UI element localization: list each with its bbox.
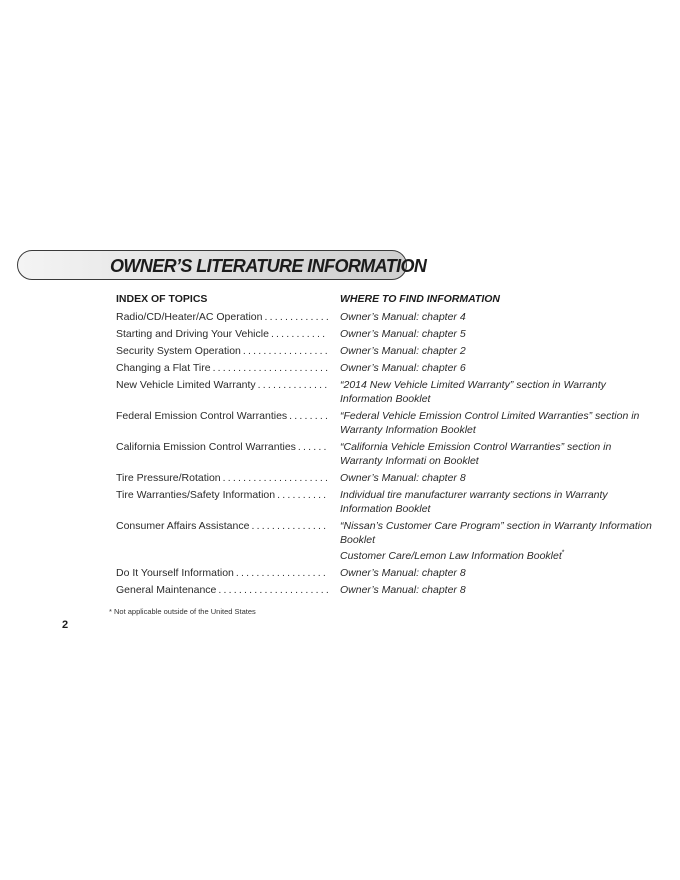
footnote-mark: * [561, 549, 565, 557]
info-text: Individual tire manufacturer warranty sections in Warranty Information Booklet [340, 489, 608, 515]
topic-label: Federal Emission Control Warranties [116, 410, 288, 422]
topic-label: General Maintenance [116, 584, 217, 596]
dot-leader [216, 583, 328, 597]
dot-leader [241, 344, 328, 358]
topics-table [116, 293, 656, 600]
dot-leader [249, 519, 328, 533]
dot-leader [296, 440, 328, 454]
table-row [116, 361, 656, 375]
table-row [116, 440, 656, 468]
info-extra-text: Customer Care/Lemon Law Information Booklet [340, 550, 562, 562]
dot-leader [211, 361, 328, 375]
table-row [116, 344, 656, 358]
info-text: Owner’s Manual: chapter 8 [340, 567, 466, 579]
header-index-of-topics: INDEX OF TOPICS [116, 293, 208, 305]
dot-leader [221, 471, 328, 485]
info-text: Owner’s Manual: chapter 8 [340, 472, 466, 484]
topic-label: Do It Yourself Information [116, 567, 234, 579]
topic-label: California Emission Control Warranties [116, 441, 296, 453]
table-row [116, 378, 656, 406]
topic-label: Security System Operation [116, 345, 241, 357]
footnote: * Not applicable outside of the United States [109, 607, 256, 616]
info-text: “2014 New Vehicle Limited Warranty” section in Warranty Information Booklet [340, 379, 606, 405]
topic-label: Starting and Driving Your Vehicle [116, 328, 269, 340]
table-row [116, 488, 656, 516]
topic-label: New Vehicle Limited Warranty [116, 379, 256, 391]
page-title: OWNER’S LITERATURE INFORMATION [110, 256, 427, 276]
topic-label: Changing a Flat Tire [116, 362, 211, 374]
dot-leader [262, 310, 328, 324]
info-text: “Nissan’s Customer Care Program” section in Warranty Information Booklet [340, 520, 652, 546]
topic-label: Consumer Affairs Assistance [116, 520, 250, 532]
dot-leader [234, 566, 328, 580]
info-text: Owner’s Manual: chapter 8 [340, 584, 466, 596]
topic-label: Tire Warranties/Safety Information [116, 489, 276, 501]
dot-leader [287, 409, 328, 423]
info-text: Owner’s Manual: chapter 5 [340, 328, 466, 340]
info-text: “Federal Vehicle Emission Control Limited Warranties” section in Warranty Information Booklet [340, 410, 640, 436]
table-row [116, 310, 656, 324]
page-number: 2 [62, 619, 69, 631]
info-text: Owner’s Manual: chapter 2 [340, 345, 466, 357]
info-text: “California Vehicle Emission Control Warranties” section in Warranty Informati on Booklet [340, 441, 612, 467]
table-row [116, 583, 656, 597]
info-text: Owner’s Manual: chapter 4 [340, 311, 466, 323]
table-row [116, 409, 656, 437]
dot-leader [256, 378, 328, 392]
dot-leader [275, 488, 328, 502]
dot-leader [269, 327, 328, 341]
table-row [116, 566, 656, 580]
topic-label: Tire Pressure/Rotation [116, 472, 221, 484]
topic-label: Radio/CD/Heater/AC Operation [116, 311, 263, 323]
table-header [116, 293, 656, 310]
table-row [116, 519, 656, 563]
table-row [116, 327, 656, 341]
header-where-to-find: WHERE TO FIND INFORMATION [340, 293, 501, 305]
info-extra-line [340, 549, 656, 563]
table-row [116, 471, 656, 485]
info-text: Owner’s Manual: chapter 6 [340, 362, 466, 374]
